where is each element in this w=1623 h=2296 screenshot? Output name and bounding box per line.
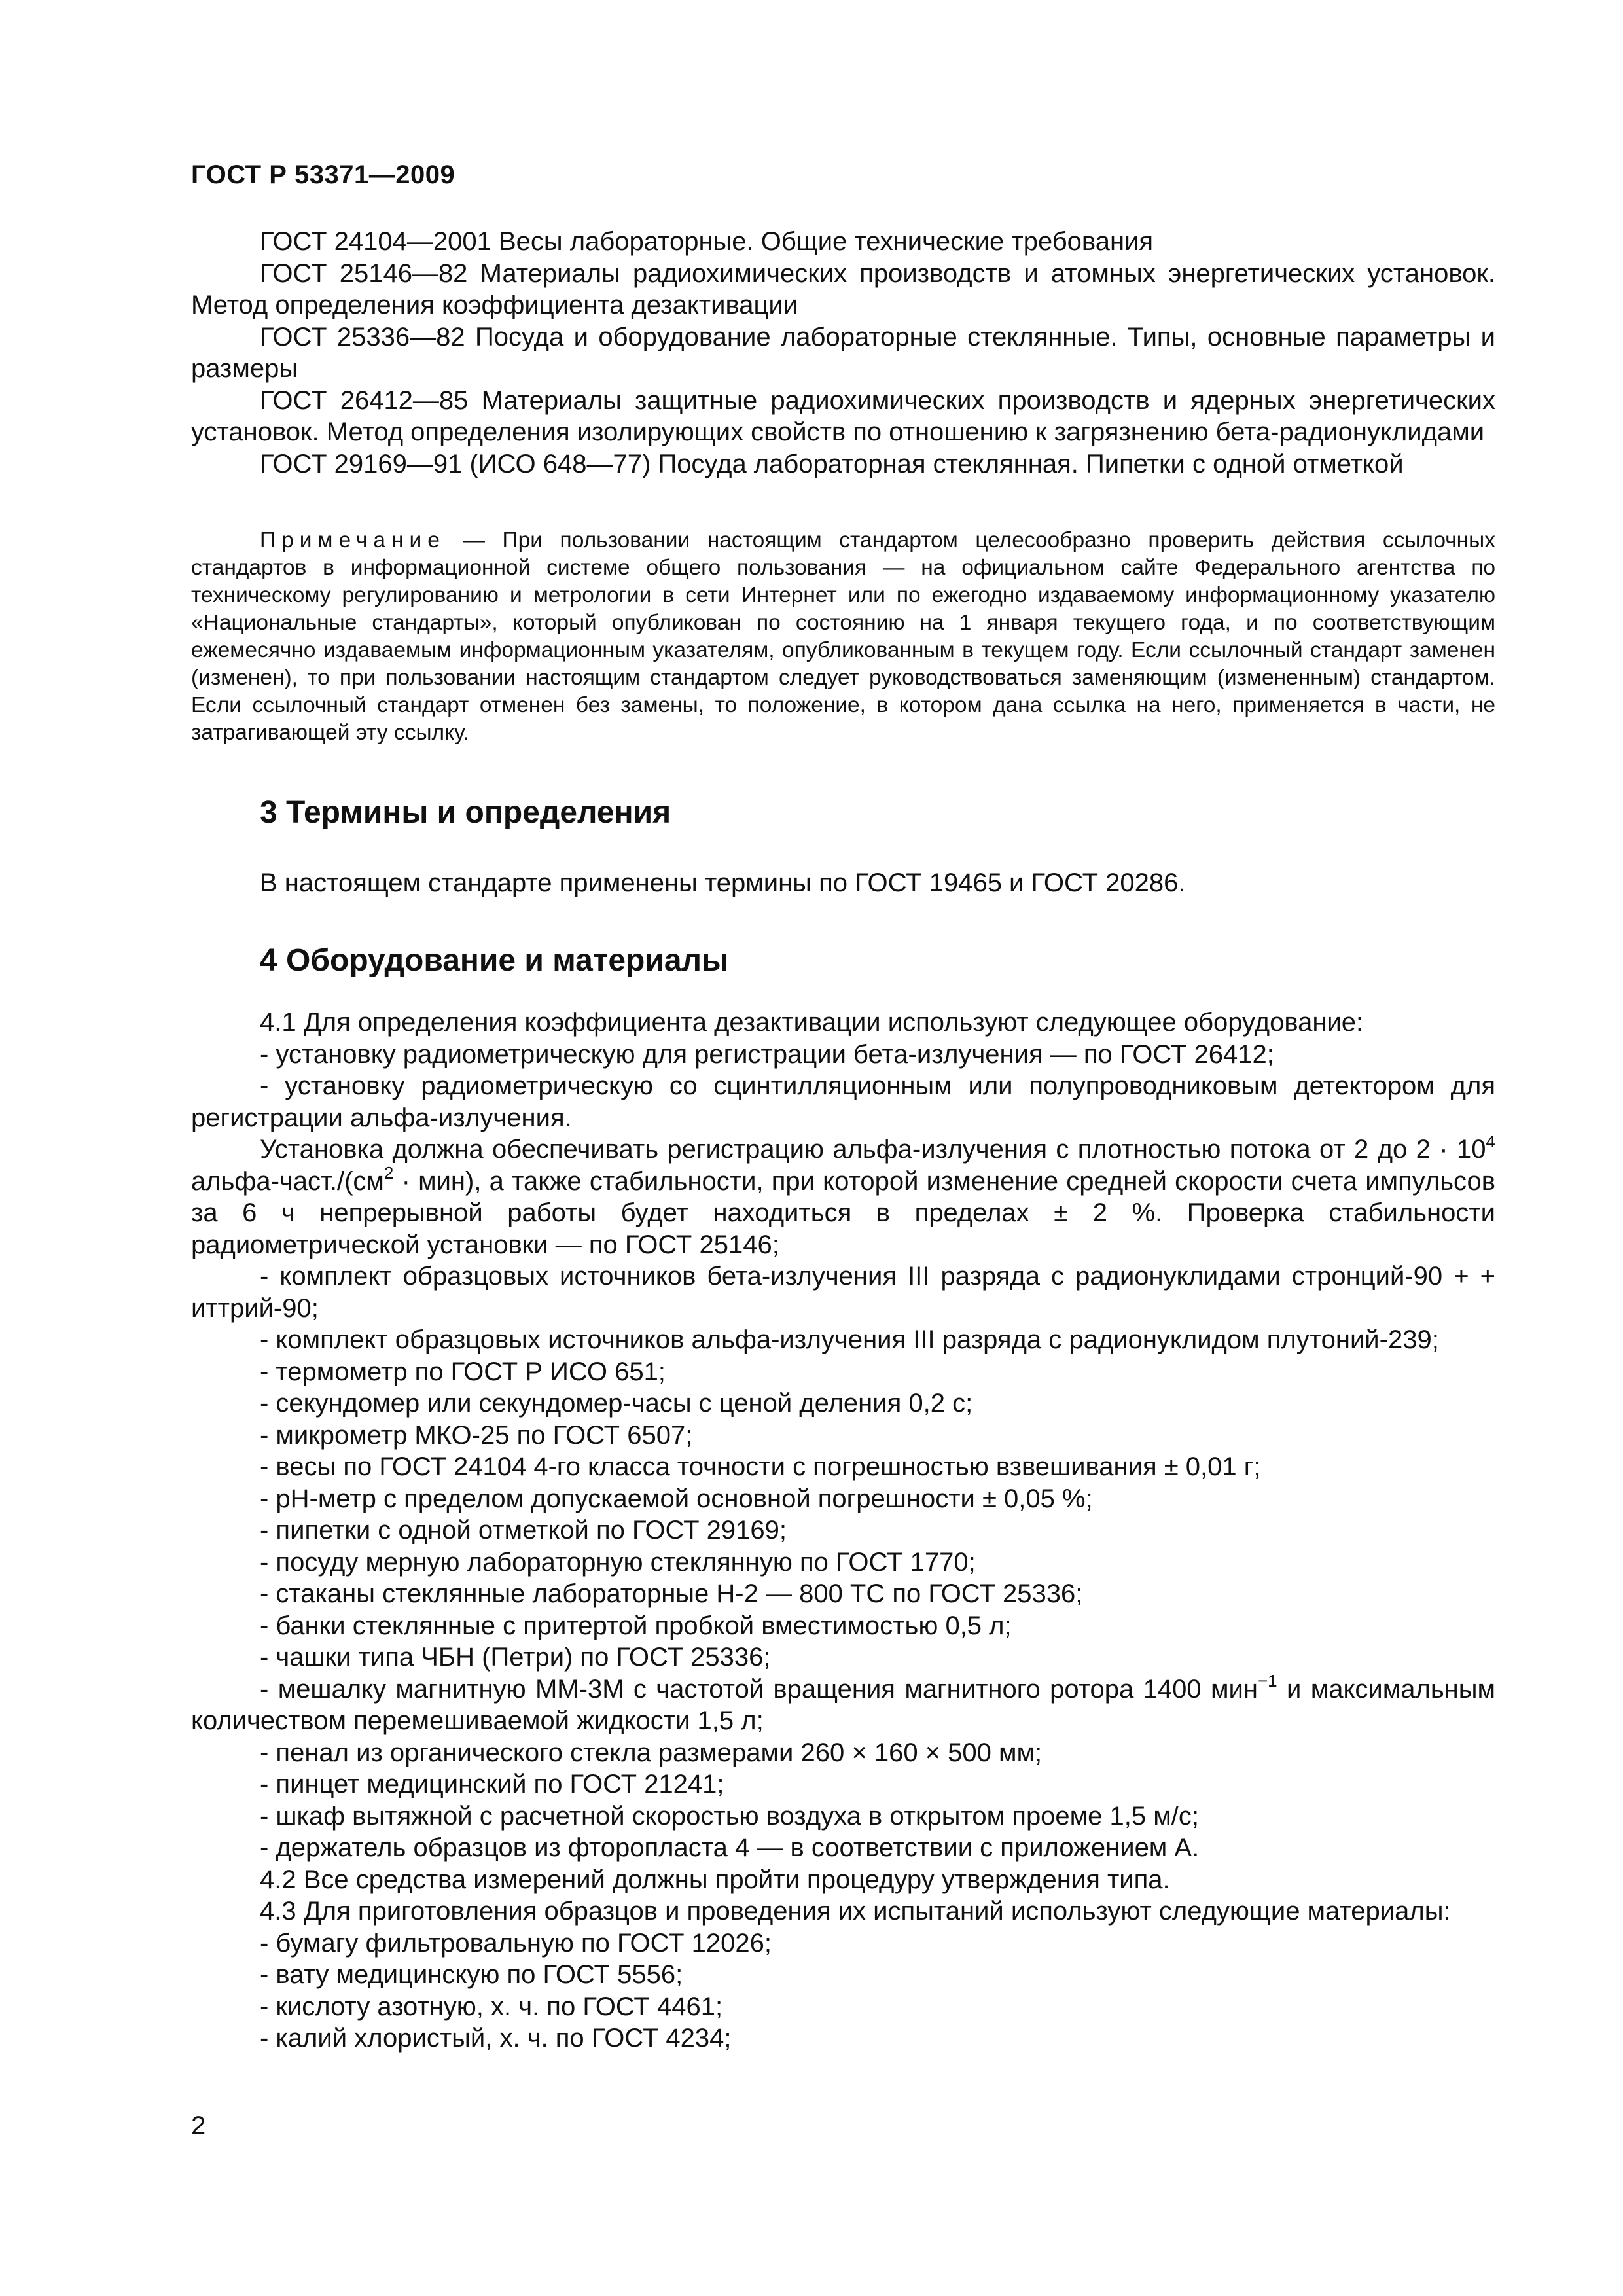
list-item: - рН-метр с пределом допускаемой основной погрешности ± 0,05 %; — [260, 1484, 1093, 1513]
document-code-header: ГОСТ Р 53371—2009 — [191, 160, 455, 189]
list-item: - установку радиометрическую для регистрации бета-излучения — по ГОСТ 26412; — [260, 1039, 1274, 1069]
page-number: 2 — [191, 2111, 206, 2140]
mixer-text: - мешалку магнитную ММ-3М с частотой вращения магнитного ротора 1400 мин — [260, 1674, 1258, 1704]
normative-references — [191, 226, 1495, 480]
reference-item: ГОСТ 24104—2001 Весы лабораторные. Общие технические требования — [260, 227, 1154, 256]
clause-4-3: 4.3 Для приготовления образцов и проведения их испытаний используют следующие материалы: — [260, 1897, 1451, 1926]
reference-item: ГОСТ 26412—85 Материалы защитные радиохимических производств и ядерных энергетических установок. Метод определения изолирующих свойств по отношению к загрязнению бета-радионуклидами — [191, 386, 1495, 446]
list-item: - комплект образцовых источников бета-излучения III разряда с радионуклидами стронций-90 + + иттрий-90; — [191, 1262, 1495, 1323]
section-3-heading: 3 Термины и определения — [260, 795, 671, 830]
exponent: 4 — [1486, 1131, 1495, 1151]
note-paragraph — [191, 527, 1495, 747]
list-item: - микрометр МКО-25 по ГОСТ 6507; — [260, 1420, 693, 1450]
exponent: 2 — [383, 1163, 394, 1183]
list-item: - комплект образцовых источников альфа-излучения III разряда с радионуклидом плутоний-239; — [260, 1325, 1439, 1354]
setup-requirements — [191, 1131, 1495, 1261]
list-item: - весы по ГОСТ 24104 4-го класса точности с погрешностью взвешивания ± 0,01 г; — [260, 1452, 1261, 1481]
list-item: - калий хлористый, х. ч. по ГОСТ 4234; — [260, 2024, 732, 2053]
list-item: - держатель образцов из фторопласта 4 — в соответствии с приложением А. — [260, 1833, 1200, 1862]
list-item: - банки стеклянные с притертой пробкой вместимостью 0,5 л; — [260, 1611, 1012, 1640]
list-item-mixer — [191, 1671, 1495, 1737]
list-item: - пинцет медицинский по ГОСТ 21241; — [260, 1770, 724, 1799]
list-item: - чашки типа ЧБН (Петри) по ГОСТ 25336; — [260, 1643, 771, 1672]
list-item: - кислоту азотную, х. ч. по ГОСТ 4461; — [260, 1992, 723, 2021]
reference-item: ГОСТ 25146—82 Материалы радиохимических производств и атомных энергетических установок. Метод определения коэффициента дезактивации — [191, 259, 1495, 319]
setup-req-text: Установка должна обеспечивать регистрацию альфа-излучения с плотностью потока от 2 до 2 · 10 — [260, 1135, 1486, 1164]
list-item: - пипетки с одной отметкой по ГОСТ 29169; — [260, 1516, 787, 1545]
section-3-text: В настоящем стандарте применены термины по ГОСТ 19465 и ГОСТ 20286. — [260, 869, 1186, 897]
clause-4-2: 4.2 Все средства измерений должны пройти процедуру утверждения типа. — [260, 1865, 1170, 1894]
note-block — [191, 527, 1495, 747]
setup-req-text: альфа-част./(см — [191, 1166, 384, 1196]
section-3-body — [191, 867, 1495, 899]
mixer-text: и максимальным количеством перемешиваемой жидкости 1,5 л; — [191, 1674, 1495, 1735]
section-4-heading: 4 Оборудование и материалы — [260, 943, 729, 978]
list-item: - пенал из органического стекла размерами 260 × 160 × 500 мм; — [260, 1738, 1043, 1767]
list-item: - секундомер или секундомер-часы с ценой деления 0,2 с; — [260, 1389, 973, 1418]
note-label: Примечание — [260, 528, 446, 552]
list-item: - бумагу фильтровальную по ГОСТ 12026; — [260, 1928, 772, 1958]
list-item: - вату медицинскую по ГОСТ 5556; — [260, 1960, 683, 1989]
section-4-body — [191, 1007, 1495, 2054]
list-item: - шкаф вытяжной с расчетной скоростью воздуха в открытом проеме 1,5 м/с; — [260, 1801, 1199, 1831]
reference-item: ГОСТ 29169—91 (ИСО 648—77) Посуда лабораторная стеклянная. Пипетки с одной отметкой — [260, 449, 1404, 478]
list-item: - стаканы стеклянные лабораторные Н-2 — 800 ТС по ГОСТ 25336; — [260, 1579, 1083, 1608]
list-item: - термометр по ГОСТ Р ИСО 651; — [260, 1357, 666, 1386]
list-item: - установку радиометрическую со сцинтилляционным или полупроводниковым детектором для регистрации альфа-излучения. — [191, 1071, 1495, 1132]
list-item: - посуду мерную лабораторную стеклянную по ГОСТ 1770; — [260, 1547, 976, 1577]
exponent: −1 — [1257, 1671, 1277, 1691]
note-text: — При пользовании настоящим стандартом целесообразно проверить действия ссылочных стандартов в информационной системе общего пользования — на официальном сайте Федерального агентства по техническому регулированию и метрологии в сети Интернет или по ежегодно издаваемому информационному указателю «Национальные стандарты», который опубликован по состоянию на 1 января текущего года, и по соответствующим ежемесячно издаваемым информационным указателям, опубликованным в текущем году. Если ссылочный стандарт заменен (изменен), то при пользовании настоящим стандартом следует руководствоваться заменяющим (измененным) стандартом. Если ссылочный стандарт отменен без замены, то положение, в котором дана ссылка на него, применяется в части, не затрагивающей эту ссылку. — [191, 528, 1495, 745]
clause-4-1: 4.1 Для определения коэффициента дезактивации используют следующее оборудование: — [260, 1008, 1364, 1037]
setup-req-text: · мин), а также стабильности, при которой изменение средней скорости счета импульсов за 6 ч непрерывной работы будет находиться в пределах ± 2 %. Проверка стабильности радиометрической установки — по ГОСТ 25146; — [191, 1166, 1495, 1259]
reference-item: ГОСТ 25336—82 Посуда и оборудование лабораторные стеклянные. Типы, основные параметры и размеры — [191, 322, 1495, 383]
